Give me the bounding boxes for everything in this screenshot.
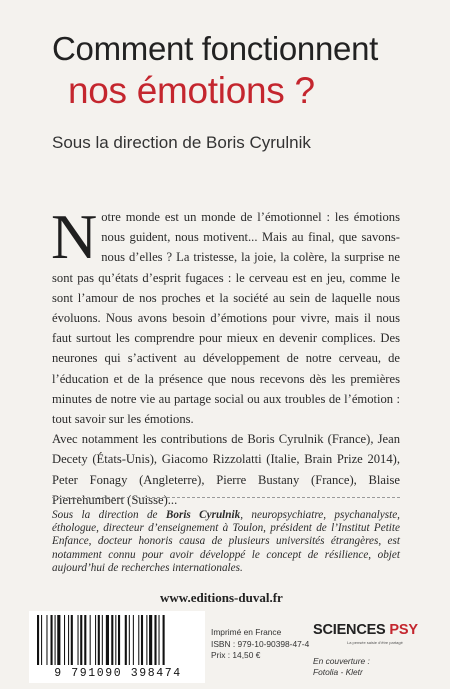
bio-author-name: Boris Cyrulnik xyxy=(165,509,241,521)
barcode-bar xyxy=(159,615,160,665)
barcode-bar xyxy=(129,615,130,665)
subtitle: Sous la direction de Boris Cyrulnik xyxy=(52,133,311,152)
logo-part-1: SCIENCES xyxy=(313,622,386,638)
author-bio xyxy=(52,509,400,575)
barcode-bar xyxy=(57,615,60,665)
barcode-bar xyxy=(46,615,47,665)
isbn: ISBN : 979-10-90398-47-4 xyxy=(211,638,310,649)
printed-in: Imprimé en France xyxy=(211,627,282,637)
bio-prefix: Sous la direction de xyxy=(52,509,166,521)
barcode-bar xyxy=(68,615,69,665)
barcode-bar xyxy=(41,615,42,665)
cover-credit-line-1: En couverture : xyxy=(313,656,370,666)
barcode-bar xyxy=(149,615,152,665)
print-info xyxy=(211,627,309,662)
logo-part-2: PSY xyxy=(389,622,418,638)
barcode-bar xyxy=(133,615,134,665)
cover-credit-line-2: Fotolia - Kletr xyxy=(313,667,363,677)
barcode-bar xyxy=(90,615,91,665)
sciences-psy-logo xyxy=(313,622,418,638)
barcode-bar xyxy=(125,615,127,665)
body-paragraph-2: Avec notamment les contributions de Boris Cyrulnik (France), Jean Decety (États-Unis), Giacomo Rizzolatti (Italie, Brain Prize 2014), Peter Fonagy (Angleterre), Pierre Bustany (France), Blaise Pierrehumbert (Suisse)... xyxy=(52,432,400,507)
title-line-2: nos émotions ? xyxy=(68,70,315,111)
back-cover-text xyxy=(51,201,400,510)
barcode-bar xyxy=(138,615,139,665)
cover-credit xyxy=(313,656,370,678)
barcode-bar xyxy=(37,615,39,665)
dashed-divider xyxy=(52,497,400,498)
barcode xyxy=(29,611,205,683)
title-line-1: Comment fonctionnent xyxy=(52,30,379,67)
barcode-bar xyxy=(55,615,56,665)
barcode-bar xyxy=(64,615,65,665)
barcode-bar xyxy=(146,615,147,665)
drop-cap: N xyxy=(51,201,98,272)
barcode-bar xyxy=(98,615,100,665)
barcode-bar xyxy=(163,615,165,665)
barcode-bar xyxy=(141,615,143,665)
barcode-bar xyxy=(78,615,79,665)
barcode-number: 9 791090 398474 xyxy=(54,667,182,680)
barcode-bar xyxy=(154,615,156,665)
body-paragraph-1 xyxy=(51,201,400,429)
barcode-bar xyxy=(84,615,86,665)
body-paragraph-1-text: otre monde est un monde de l’émotionnel : les émotions nous guident, nous motivent... Mais au final, que savons-nous d’elles ? La tristesse, la joie, la colère, la surprise ne sont pas qu’états d’esprit fugaces : le cerveau est en jeu, comme le sont l’amour de nos proches et la société au sein de laquelle nous évoluons. Nous avons besoin d’émotions pour vivre, mais il nous faut surtout les comprendre pour mieux en devenir complices. Des neurones qui s’activent au développement de notre cerveau, de l’éducation et de la présence que nous recevons dès les premières minutes de notre vie au partage social ou aux troubles de l’émotion : tout savoir sur les émotions. xyxy=(52,210,400,427)
publisher-website: www.editions-duval.fr xyxy=(160,590,283,605)
barcode-bar xyxy=(71,615,73,665)
price: Prix : 14,50 € xyxy=(211,650,261,660)
barcode-bar xyxy=(118,615,120,665)
barcode-bar xyxy=(106,615,109,665)
bio-text: , neuropsychiatre, psychanalyste, éthologue, directeur d’enseignement à Toulon, président de l’Institut Petite Enfance, docteur honoris causa de plusieurs universités étrangères, est notamment connu pour avoir développé le concept de résilience, objet aujourd’hui de recherches internationales. xyxy=(52,509,400,574)
barcode-bars-icon xyxy=(35,615,199,667)
barcode-bar xyxy=(51,615,53,665)
barcode-bar xyxy=(95,615,96,665)
logo-tagline: La pensée saisie d’être partagé xyxy=(347,640,403,645)
barcode-bar xyxy=(111,615,113,665)
barcode-bar xyxy=(115,615,116,665)
barcode-bar xyxy=(102,615,103,665)
barcode-bar xyxy=(80,615,82,665)
